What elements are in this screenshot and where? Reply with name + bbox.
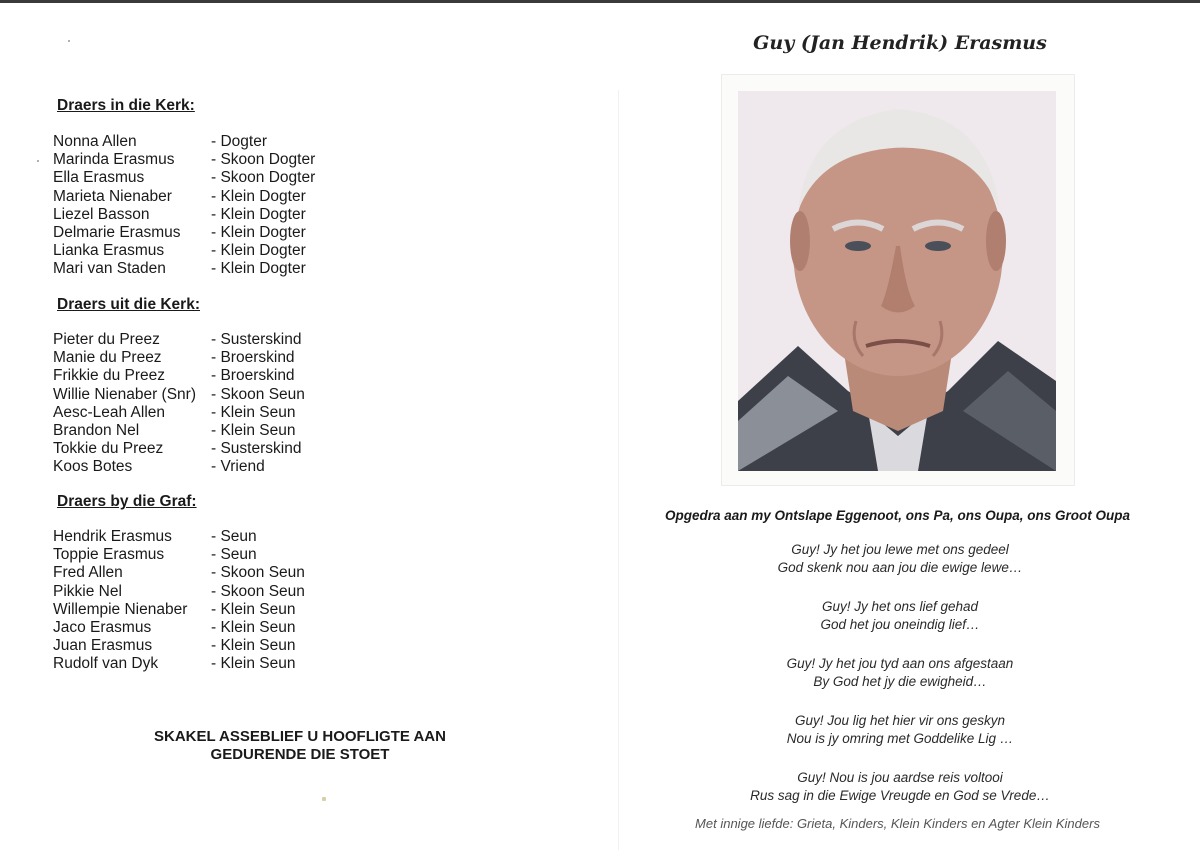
bearer-relation: - Susterskind	[211, 440, 302, 458]
bearer-relation: - Klein Seun	[211, 403, 296, 421]
bearer-name: Lianka Erasmus	[53, 242, 165, 260]
scan-speck	[68, 40, 70, 42]
bearer-row	[53, 601, 383, 619]
bearer-row	[53, 349, 383, 367]
portrait-photo	[738, 91, 1056, 471]
bearers-list-outside-church	[53, 331, 383, 477]
bearer-name: Willempie Nienaber	[53, 600, 188, 618]
poem-line: Nou is jy omring met Goddelike Lig …	[786, 730, 1014, 746]
bearers-list-church	[53, 133, 383, 279]
bearer-name: Mari van Staden	[53, 260, 166, 278]
portrait-frame	[721, 74, 1075, 486]
bearer-row	[53, 619, 383, 637]
poem-verse	[700, 598, 1100, 633]
poem-line: God skenk nou aan jou die ewige lewe…	[777, 559, 1023, 575]
signoff: Met innige liefde: Grieta, Kinders, Klein Kinders en Agter Klein Kinders	[695, 816, 1100, 831]
notice-line-1: SKAKEL ASSEBLIEF U HOOFLIGTE AAN	[154, 728, 446, 745]
bearer-name: Liezel Basson	[53, 205, 150, 223]
bearer-name: Fred Allen	[53, 564, 123, 582]
scan-speck	[322, 797, 326, 801]
poem-line: Guy! Nou is jou aardse reis voltooi	[797, 770, 1003, 785]
bearer-relation: - Skoon Seun	[211, 385, 305, 403]
section-heading-church: Draers in die Kerk:	[57, 97, 195, 114]
bearer-row	[53, 583, 383, 601]
poem-line: Guy! Jy het ons lief gehad	[821, 599, 979, 614]
bearer-relation: - Klein Dogter	[211, 242, 306, 260]
bearer-relation: - Klein Seun	[211, 600, 296, 618]
bearer-name: Nonna Allen	[53, 133, 137, 150]
bearer-row	[53, 367, 383, 385]
bearer-relation: - Klein Seun	[211, 421, 296, 439]
bearer-name: Brandon Nel	[53, 421, 140, 439]
bearer-relation: - Klein Seun	[211, 618, 296, 636]
bearer-relation: - Skoon Dogter	[211, 151, 316, 169]
bearer-row	[53, 637, 383, 655]
bearer-name: Aesc-Leah Allen	[53, 403, 166, 421]
page-fold	[618, 90, 619, 850]
bearer-row	[53, 404, 383, 422]
bearer-row	[53, 242, 383, 260]
bearer-relation: - Klein Dogter	[211, 223, 306, 241]
bearer-name: Delmarie Erasmus	[53, 223, 181, 241]
bearer-relation: - Klein Dogter	[211, 187, 306, 205]
bearer-relation: - Dogter	[211, 133, 267, 150]
bearer-name: Ella Erasmus	[53, 169, 145, 187]
bearer-row	[53, 169, 383, 187]
bearer-row	[53, 331, 383, 349]
dedication: Opgedra aan my Ontslape Eggenoot, ons Pa, ons Oupa, ons Groot Oupa	[664, 508, 1131, 523]
bearer-row	[53, 546, 383, 564]
bearer-row	[53, 188, 383, 206]
bearer-row	[53, 440, 383, 458]
bearer-relation: - Klein Dogter	[211, 205, 306, 223]
bearer-row	[53, 151, 383, 169]
portrait-illustration	[738, 91, 1056, 471]
bearer-name: Pieter du Preez	[53, 331, 160, 348]
bearer-row	[53, 458, 383, 476]
bearer-row	[53, 224, 383, 242]
bearer-row	[53, 655, 383, 673]
section-heading-outside-church: Draers uit die Kerk:	[57, 296, 200, 313]
bearer-row	[53, 133, 383, 151]
bearer-relation: - Skoon Seun	[211, 564, 305, 582]
bearer-name: Rudolf van Dyk	[53, 655, 159, 673]
page-top-edge	[0, 0, 1200, 3]
bearer-name: Toppie Erasmus	[53, 546, 165, 564]
poem-verse	[700, 541, 1100, 576]
bearer-relation: - Seun	[211, 528, 257, 545]
bearer-name: Jaco Erasmus	[53, 618, 152, 636]
notice-line-2: GEDURENDE DIE STOET	[210, 746, 390, 763]
bearer-name: Hendrik Erasmus	[53, 528, 172, 545]
bearer-relation: - Broerskind	[211, 349, 295, 367]
bearer-name: Tokkie du Preez	[53, 440, 164, 458]
bearer-name: Marinda Erasmus	[53, 151, 175, 169]
poem-line: Rus sag in die Ewige Vreugde en God se Vrede…	[750, 787, 1050, 803]
poem-verse	[700, 712, 1100, 747]
bearer-row	[53, 564, 383, 582]
bearer-relation: - Klein Dogter	[211, 260, 306, 278]
poem-line: Guy! Jy het jou tyd aan ons afgestaan	[786, 656, 1014, 671]
poem-verse	[700, 655, 1100, 690]
bearer-relation: - Skoon Seun	[211, 582, 305, 600]
bearer-row	[53, 422, 383, 440]
bearer-relation: - Skoon Dogter	[211, 169, 316, 187]
bearer-relation: - Klein Seun	[211, 637, 296, 655]
bearer-name: Pikkie Nel	[53, 582, 122, 600]
bearer-name: Manie du Preez	[53, 349, 162, 367]
poem-line: God het jou oneindig lief…	[820, 616, 980, 632]
poem-verse	[700, 769, 1100, 804]
bearer-name: Juan Erasmus	[53, 637, 153, 655]
scan-speck	[37, 160, 39, 162]
poem-line: By God het jy die ewigheid…	[813, 673, 987, 689]
bearer-row	[53, 260, 383, 278]
bearer-row	[53, 386, 383, 404]
bearer-row	[53, 528, 383, 546]
poem-line: Guy! Jy het jou lewe met ons gedeel	[791, 542, 1009, 557]
bearer-relation: - Klein Seun	[211, 655, 296, 673]
bearer-relation: - Vriend	[211, 458, 265, 476]
bearer-relation: - Seun	[211, 546, 257, 564]
deceased-name: Guy (Jan Hendrik) Erasmus	[753, 32, 1047, 54]
poem-line: Guy! Jou lig het hier vir ons geskyn	[794, 713, 1006, 728]
bearers-list-grave	[53, 528, 383, 674]
headlights-notice	[100, 728, 500, 764]
poem	[700, 541, 1100, 826]
bearer-relation: - Broerskind	[211, 367, 295, 385]
bearer-row	[53, 206, 383, 224]
section-heading-grave: Draers by die Graf:	[57, 493, 197, 510]
bearer-name: Frikkie du Preez	[53, 367, 165, 385]
bearer-name: Marieta Nienaber	[53, 187, 172, 205]
bearer-name: Willie Nienaber (Snr)	[53, 385, 196, 403]
bearer-name: Koos Botes	[53, 458, 133, 476]
bearer-relation: - Susterskind	[211, 331, 302, 348]
